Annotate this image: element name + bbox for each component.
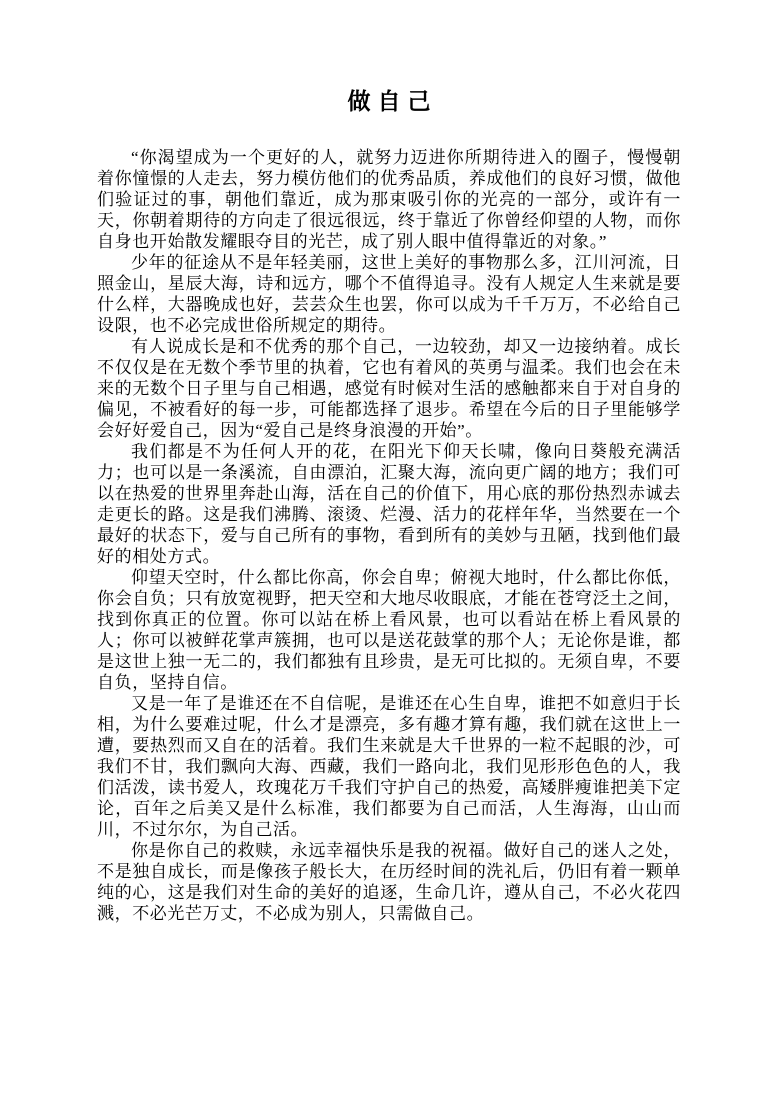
paragraph-new-year: 又是一年了是谁还在不自信呢，是谁还在心生自卑，谁把不如意归于长相，为什么要难过呢，什么才是漂亮，多有趣才算有趣，我们就在这世上一遭，要热烈而又自在的活着。我们生来就是大千世界的一粒不起眼的沙，可我们不甘，我们飘向大海、西藏，我们一路向北，我们见形形色色的人，我们活泼，读书爱人，玫瑰花万千我们守护自己的热爱，高矮胖瘦谁把美下定论，百年之后美又是什么标准，我们都要为自己而活，人生海海，山山而川，不过尔尔，为自己活。 [97, 694, 681, 839]
paragraph-flower: 我们都是不为任何人开的花，在阳光下仰天长啸，像向日葵般充满活力；也可以是一条溪流，自由漂泊，汇聚大海，流向更广阔的地方；我们可以在热爱的世界里奔赴山海，活在自己的价值下，用心底的那份热烈赤诚去走更长的路。这是我们沸腾、滚烫、烂漫、活力的花样年华，当然要在一个最好的状态下，爱与自己所有的事物，看到所有的美妙与丑陋，找到他们最好的相处方式。 [97, 442, 681, 566]
paragraph-quote: “你渴望成为一个更好的人，就努力迈进你所期待进入的圈子，慢慢朝着你憧憬的人走去，努力模仿他们的优秀品质，养成他们的良好习惯，做他们验证过的事，朝他们靠近，成为那束吸引你的光亮的一部分，或许有一天，你朝着期待的方向走了很远很远，终于靠近了你曾经仰望的人物，而你自身也开始散发耀眼夺目的光芒，成了别人眼中值得靠近的对象。” [97, 148, 681, 251]
paragraph-sky: 仰望天空时，什么都比你高，你会自卑；俯视大地时，什么都比你低，你会自负；只有放宽视野，把天空和大地尽收眼底，才能在苍穹泛土之间，找到你真正的位置。你可以站在桥上看风景，也可以看站在桥上看风景的人；你可以被鲜花掌声簇拥，也可以是送花鼓掌的那个人；无论你是谁，都是这世上独一无二的，我们都独有且珍贵，是无可比拟的。无须自卑，不要自负，坚持自信。 [97, 568, 681, 692]
paragraph-redemption: 你是你自己的救赎，永远幸福快乐是我的祝福。做好自己的迷人之处，不是独自成长，而是像孩子般长大，在历经时间的洗礼后，仍旧有着一颗单纯的心，这是我们对生命的美好的追逐，生命几许，遵从自己，不必火花四溅，不必光芒万丈，不必成为别人，只需做自己。 [97, 841, 681, 923]
document-body [97, 147, 681, 924]
document-title: 做自己 [347, 89, 438, 114]
paragraph-growth: 有人说成长是和不优秀的那个自己，一边较劲，却又一边接纳着。成长不仅仅是在无数个季节里的执着，它也有着风的英勇与温柔。我们也会在未来的无数个日子里与自己相遇，感觉有时候对生活的感触都来自于对自身的偏见，不被看好的每一步，可能都选择了退步。希望在今后的日子里能够学会好好爱自己，因为“爱自己是终身浪漫的开始”。 [97, 337, 681, 440]
paragraph-journey: 少年的征途从不是年轻美丽，这世上美好的事物那么多，江川河流，日照金山，星辰大海，诗和远方，哪个不值得追寻。没有人规定人生来就是要什么样，大器晚成也好，芸芸众生也罢，你可以成为千千万万，不必给自己设限，也不必完成世俗所规定的期待。 [97, 253, 681, 335]
